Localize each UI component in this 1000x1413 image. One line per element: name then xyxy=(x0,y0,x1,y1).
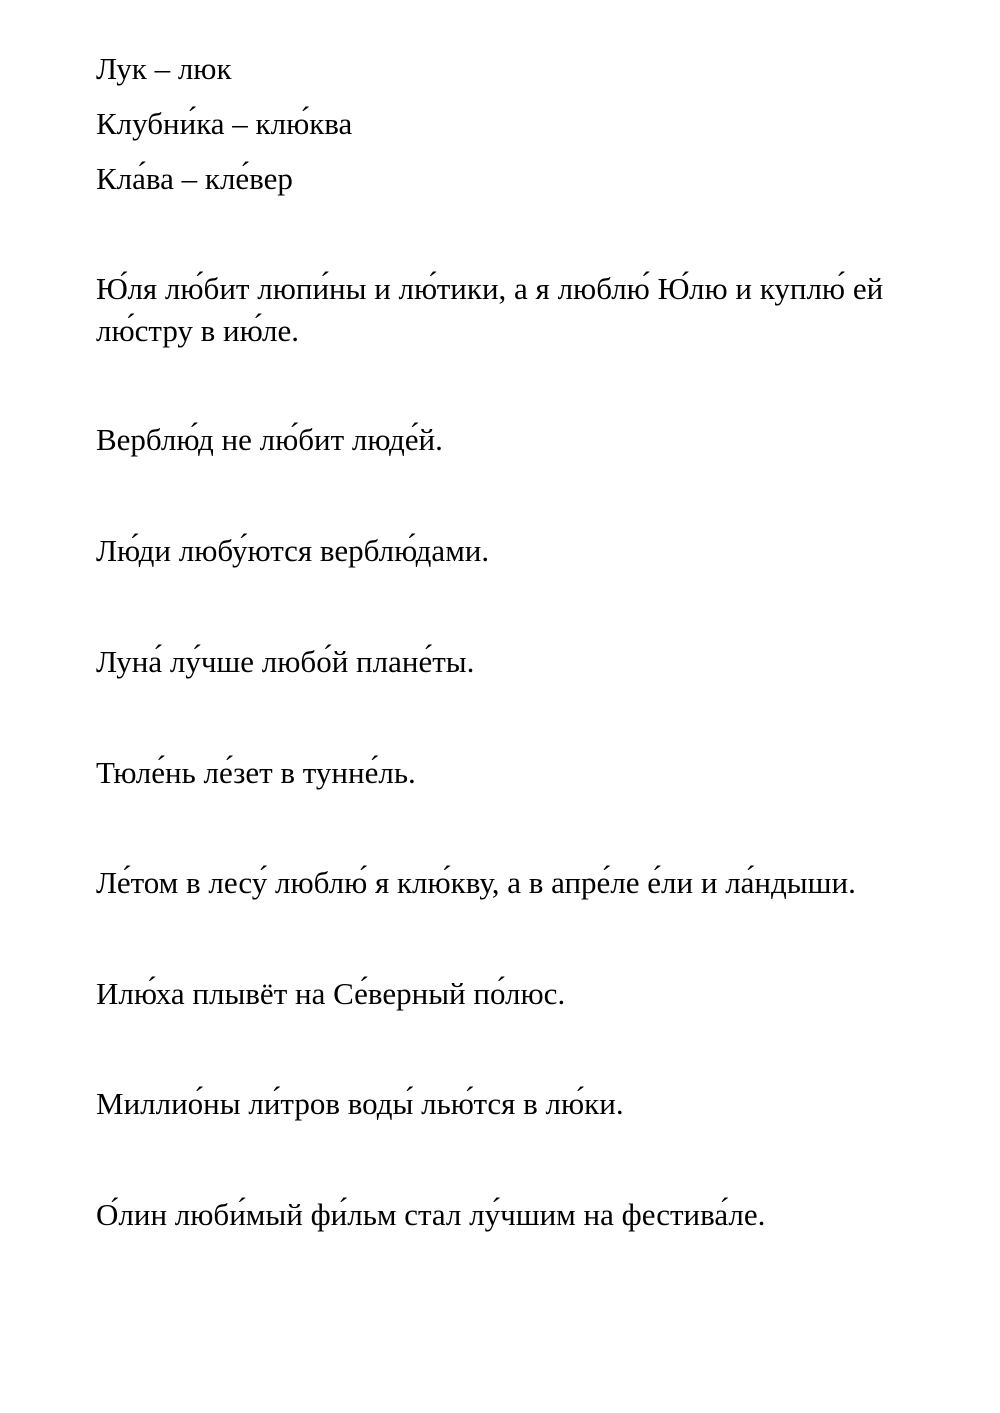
sentence: Ю́ля лю́бит люпи́ны и лю́тики, а я люблю́ Ю́лю и куплю́ ей лю́стру в ию́ле. xyxy=(96,271,884,348)
sentence: Илю́ха плывёт на Се́верный по́люс. xyxy=(96,976,566,1011)
word-pair: Лук – люк xyxy=(96,51,232,86)
sentence: Верблю́д не лю́бит люде́й. xyxy=(96,422,443,457)
sentence: Луна́ лу́чше любо́й плане́ты. xyxy=(96,644,475,679)
sentence: Лю́ди любу́ются верблю́дами. xyxy=(96,533,490,568)
sentence: О́лин люби́мый фи́льм стал лу́чшим на фестива́ле. xyxy=(96,1197,766,1232)
sentence: Ле́том в лесу́ люблю́ я клю́кву, а в апре́ле е́ли и ла́ндыши. xyxy=(96,865,856,900)
word-pair: Клубни́ка – клю́ква xyxy=(96,106,353,141)
word-pair: Кла́ва – кле́вер xyxy=(96,161,293,196)
sentence: Миллио́ны ли́тров воды́ лью́тся в лю́ки. xyxy=(96,1086,624,1121)
sentence: Тюле́нь ле́зет в тунне́ль. xyxy=(96,755,416,790)
